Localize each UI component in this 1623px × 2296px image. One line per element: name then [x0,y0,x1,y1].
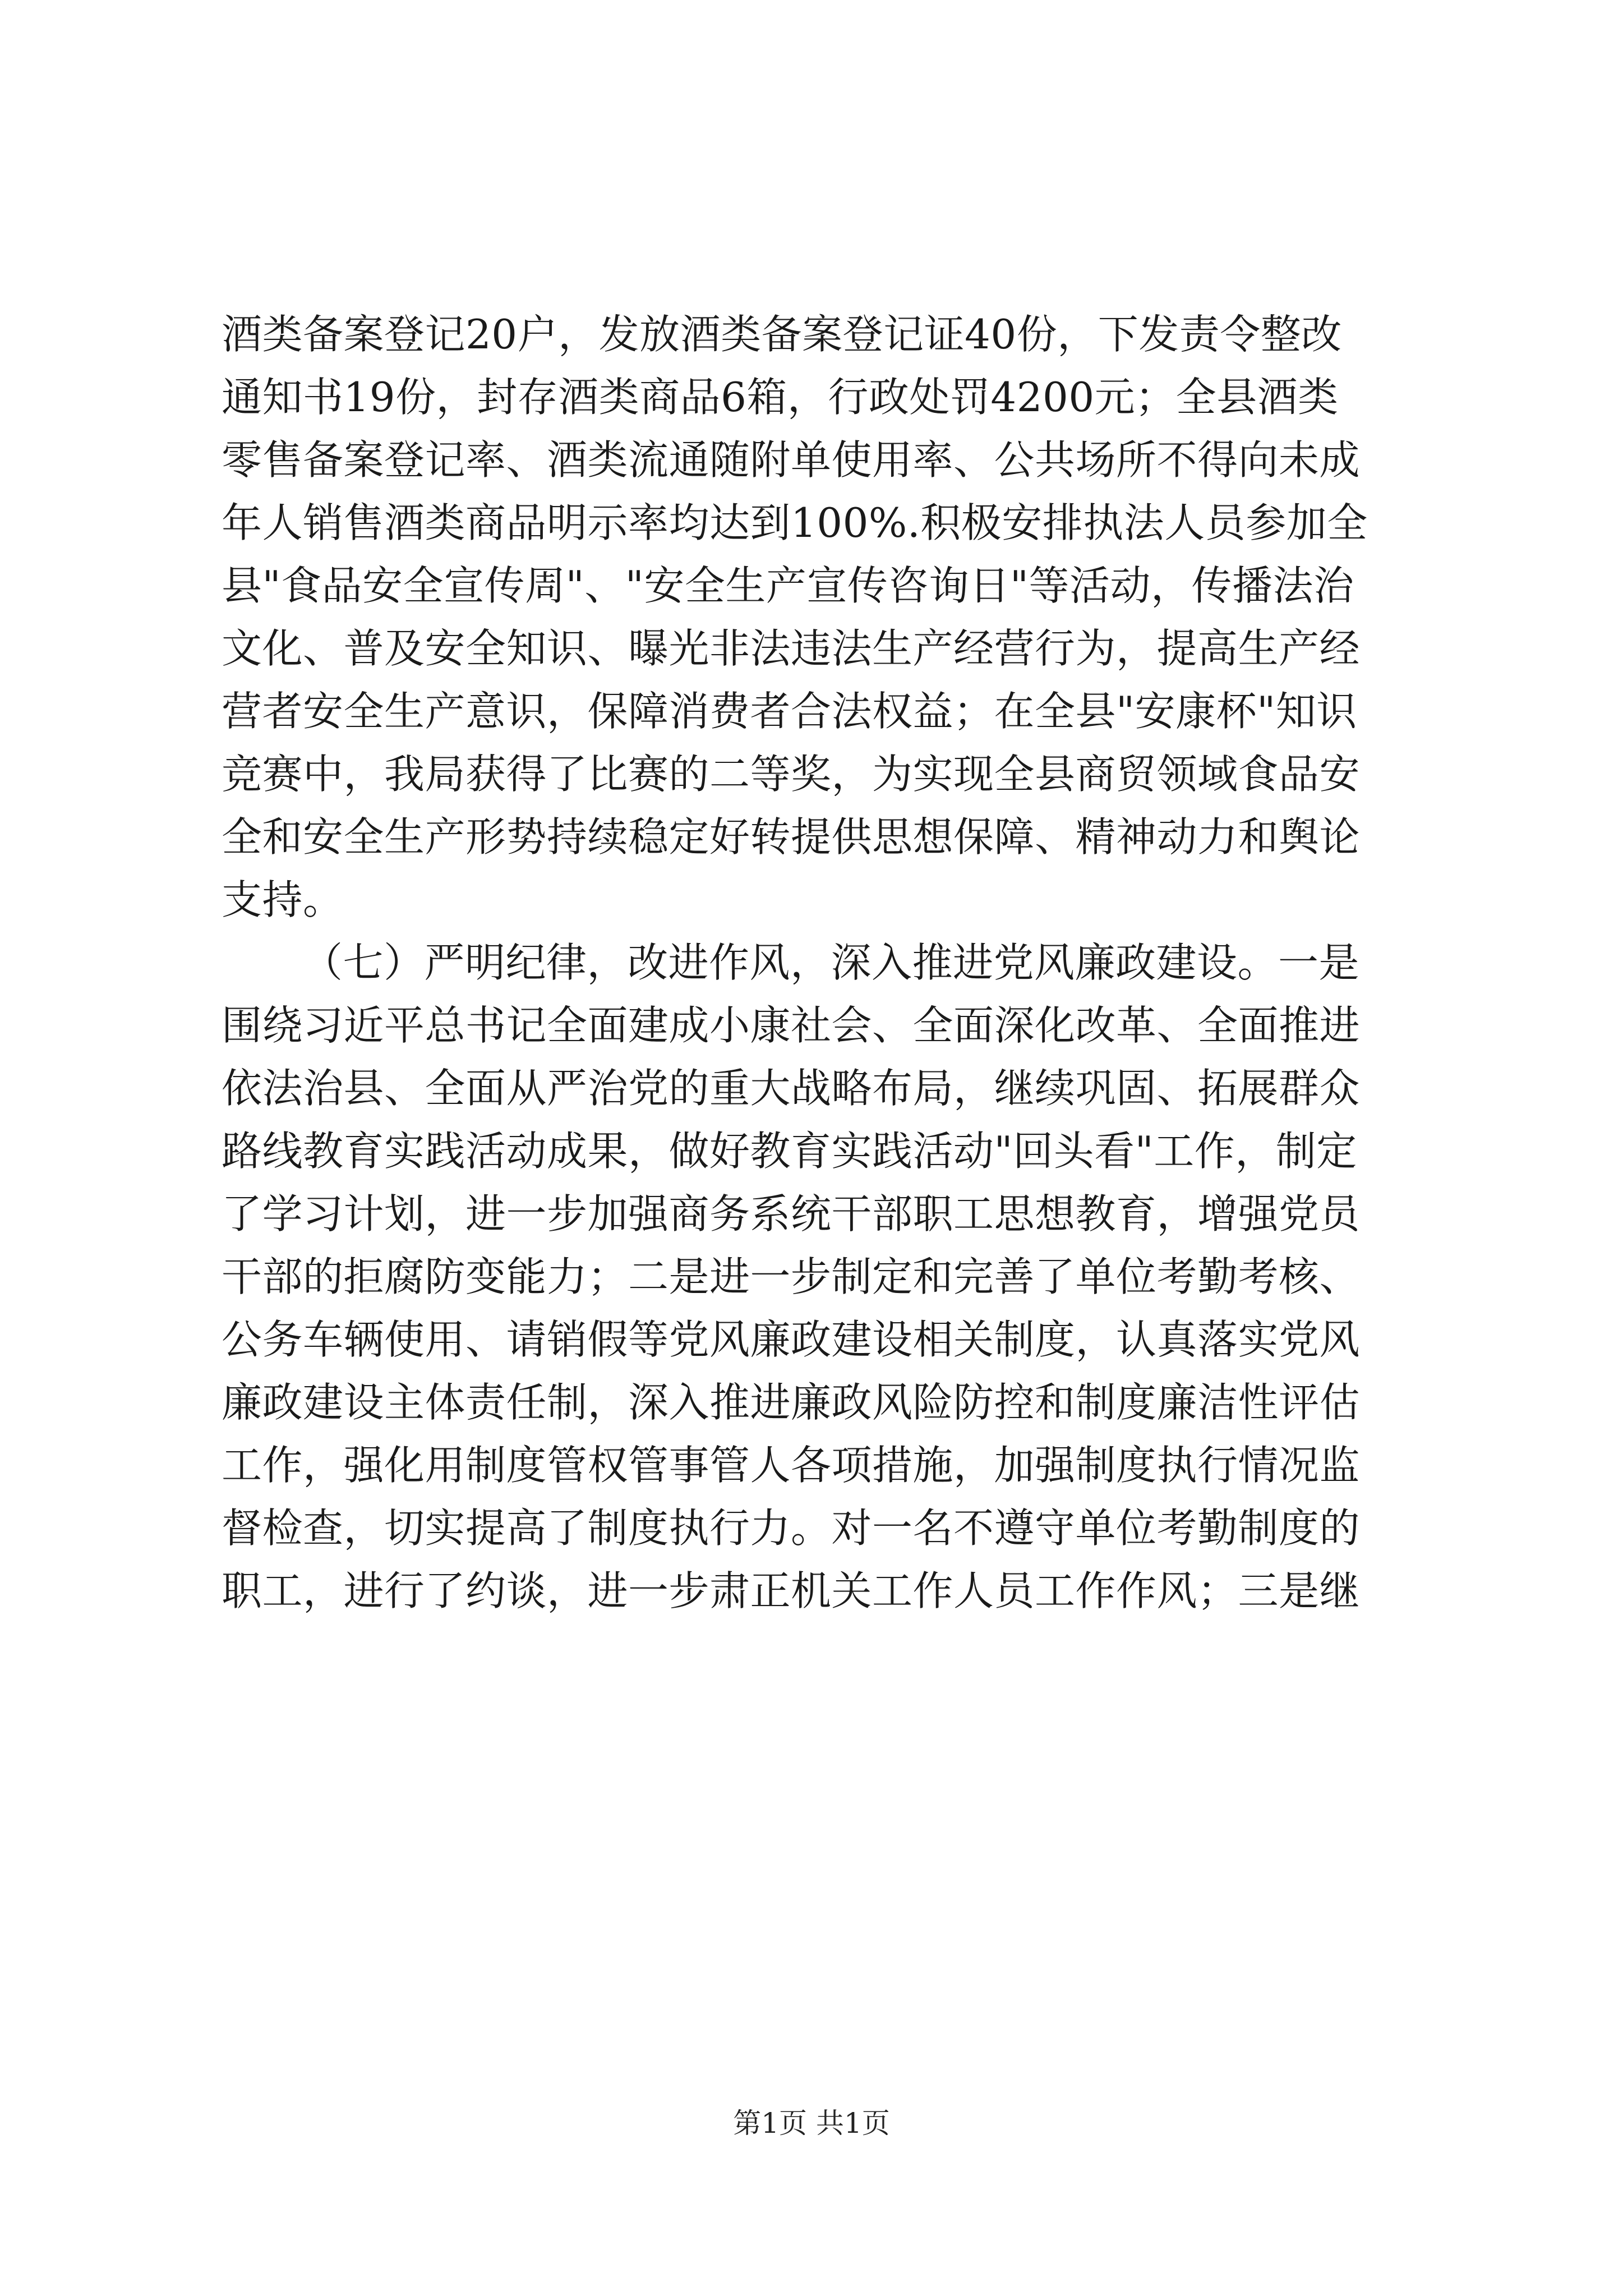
text-line: 营者安全生产意识，保障消费者合法权益；在全县"安康杯"知识 [222,688,1357,735]
document-body [222,303,1433,1622]
text-line: 围绕习近平总书记全面建成小康社会、全面深化改革、全面推进 [222,1002,1361,1049]
page-number-footer: 第1页 共1页 [733,2107,890,2139]
text-line: 督检查，切实提高了制度执行力。对一名不遵守单位考勤制度的 [222,1504,1361,1552]
text-line: 了学习计划，进一步加强商务系统干部职工思想教育，增强党员 [222,1190,1361,1237]
text-line: 通知书19份，封存酒类商品6箱，行政处罚4200元；全县酒类 [222,374,1339,421]
text-line: 路线教育实践活动成果，做好教育实践活动"回头看"工作，制定 [222,1128,1357,1175]
text-line: 零售备案登记率、酒类流通随附单使用率、公共场所不得向未成 [222,436,1361,484]
text-line: 县"食品安全宣传周"、"安全生产宣传咨询日"等活动，传播法治 [222,562,1354,609]
text-line: 年人销售酒类商品明示率均达到100%.积极安排执法人员参加全 [222,499,1368,546]
text-line: 廉政建设主体责任制，深入推进廉政风险防控和制度廉洁性评估 [222,1379,1361,1426]
text-line: 酒类备案登记20户，发放酒类备案登记证40份，下发责令整改 [222,311,1342,358]
text-line: 支持。 [222,876,344,923]
text-line: 文化、普及安全知识、曝光非法违法生产经营行为，提高生产经 [222,625,1361,672]
text-line: 依法治县、全面从严治党的重大战略布局，继续巩固、拓展群众 [222,1065,1361,1112]
section-heading-line: （七）严明纪律，改进作风，深入推进党风廉政建设。一是 [302,939,1360,986]
text-line: 全和安全生产形势持续稳定好转提供思想保障、精神动力和舆论 [222,813,1361,861]
text-line: 工作，强化用制度管权管事管人各项措施，加强制度执行情况监 [222,1442,1361,1489]
text-line: 干部的拒腐防变能力；二是进一步制定和完善了单位考勤考核、 [222,1253,1361,1300]
text-line: 竞赛中，我局获得了比赛的二等奖，为实现全县商贸领域食品安 [222,751,1361,798]
text-line: 职工，进行了约谈，进一步肃正机关工作人员工作作风；三是继 [222,1567,1361,1614]
text-line: 公务车辆使用、请销假等党风廉政建设相关制度，认真落实党风 [222,1316,1361,1363]
